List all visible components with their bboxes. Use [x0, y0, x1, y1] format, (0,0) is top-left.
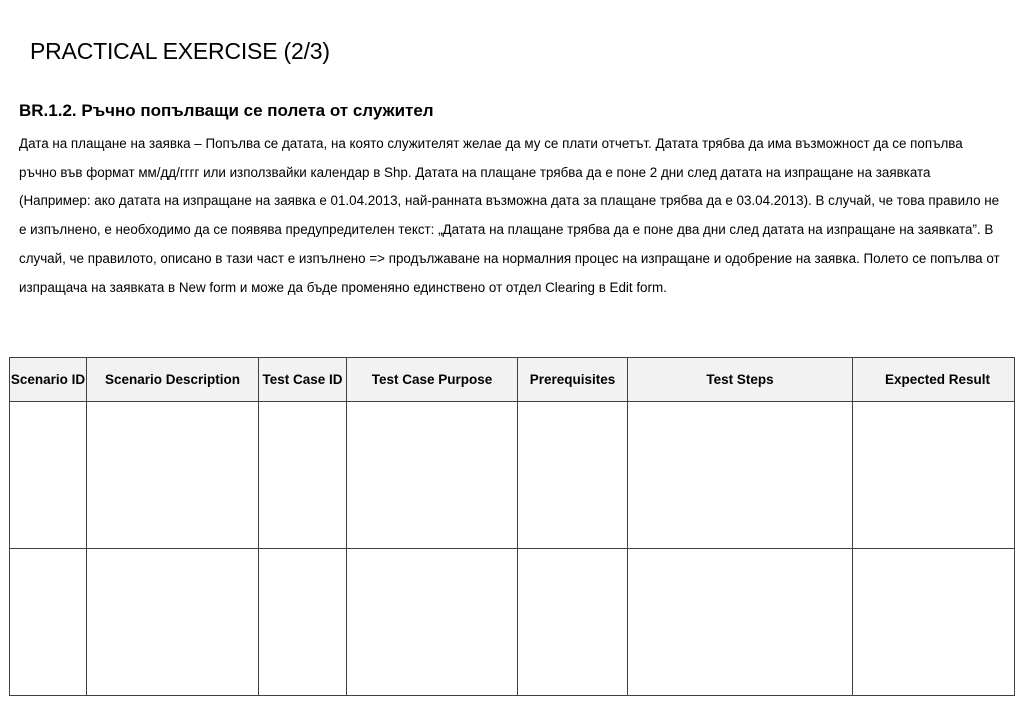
requirement-description: Дата на плащане на заявка – Попълва се датата, на която служителят желае да му се плати отчетът. Датата трябва да има възможност да се попълва ръчно във формат мм/дд/гггг или използвайки календар в Shp. Датата на плащане трябва да е поне 2 дни след датата на изпращане на заявката (Например: ако датата на изпращане на заявка е 01.04.2013, най-ранната възможна дата за плащане трябва да е 03.04.2013). В случай, че това правило не е изпълнено, е необходимо да се появява предупредителен текст: „Датата на плащане трябва да е поне два дни след датата на изпращане на заявката”. В случай, че правилото, описано в тази част е изпълнено => продължаване на нормалния процес на изпращане и одобрение на заявка. Полето се попълва от изпращача на заявката в New form и може да бъде променяно единствено от отдел Clearing в Edit form. [19, 136, 1000, 295]
requirement-title: Ръчно попълващи се полета от служител [76, 101, 434, 120]
table-cell [628, 402, 853, 549]
table-cell [518, 549, 628, 696]
header-expected-result: Expected Result [853, 358, 1015, 402]
header-prerequisites: Prerequisites [518, 358, 628, 402]
table-cell [347, 402, 518, 549]
table-cell [87, 549, 259, 696]
table-row [10, 549, 1015, 696]
header-scenario-description: Scenario Description [87, 358, 259, 402]
header-scenario-id: Scenario ID [10, 358, 87, 402]
table-row [10, 402, 1015, 549]
header-test-case-purpose: Test Case Purpose [347, 358, 518, 402]
slide-title: PRACTICAL EXERCISE (2/3) [30, 38, 330, 64]
table-cell [628, 549, 853, 696]
table-cell [259, 402, 347, 549]
header-test-steps: Test Steps [628, 358, 853, 402]
table-cell [10, 402, 87, 549]
header-test-case-id: Test Case ID [259, 358, 347, 402]
requirement-code: BR.1.2. [19, 101, 77, 120]
table-cell [853, 549, 1015, 696]
table-cell [518, 402, 628, 549]
table-cell [10, 549, 87, 696]
table-cell [87, 402, 259, 549]
test-case-table [9, 357, 1015, 696]
table-cell [259, 549, 347, 696]
table-header-row [10, 358, 1015, 402]
table-cell [347, 549, 518, 696]
requirement-heading [19, 101, 434, 121]
table-cell [853, 402, 1015, 549]
